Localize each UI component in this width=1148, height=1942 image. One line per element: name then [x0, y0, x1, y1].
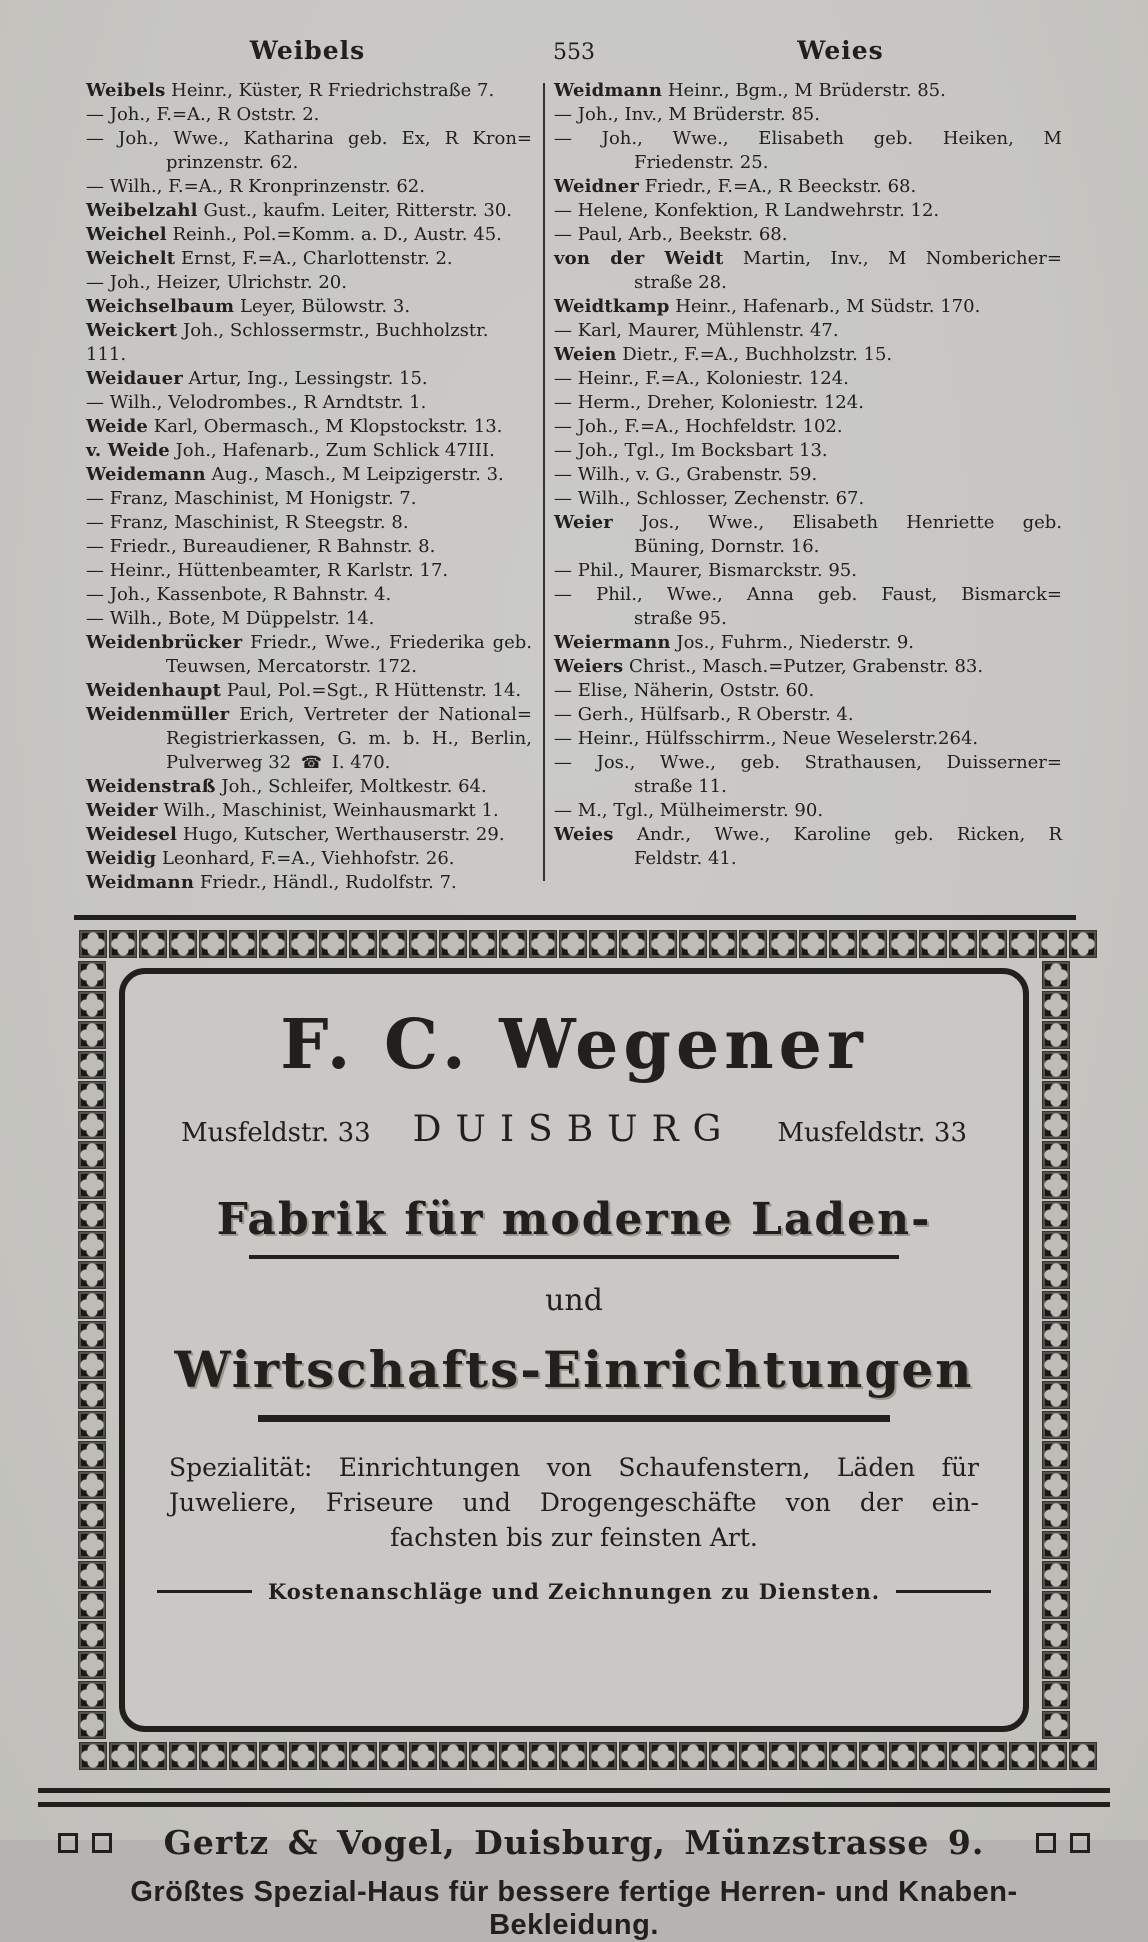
directory-entry-line: Weickert Joh., Schlossermstr., Buchholzstr. 111.	[86, 320, 489, 365]
floral-ornament-icon	[469, 1742, 497, 1770]
ad-specialty-text	[169, 1450, 979, 1555]
ad-top-rule	[74, 915, 1076, 920]
entry-surname: Weichselbaum	[86, 296, 235, 317]
floral-ornament-icon	[289, 930, 317, 958]
square-ornament-icon	[1036, 1833, 1056, 1853]
floral-ornament-icon	[1042, 1531, 1070, 1559]
directory-entry-line: — Wilh., v. G., Grabenstr. 59.	[554, 464, 818, 485]
entry-surname: Weider	[86, 800, 158, 821]
directory-entry-line: Weiers Christ., Masch.=Putzer, Grabenstr. 83.	[554, 656, 984, 677]
floral-ornament-icon	[1039, 930, 1067, 958]
floral-ornament-icon	[78, 1681, 106, 1709]
square-ornament-group	[58, 1833, 112, 1853]
entry-surname: Weidig	[86, 848, 157, 869]
directory-entry-line: — Friedr., Bureaudiener, R Bahnstr. 8.	[86, 536, 436, 557]
ad-inner-frame	[119, 968, 1029, 1732]
floral-ornament-icon	[679, 1742, 707, 1770]
header-guide-word-left: Weibels	[249, 36, 366, 65]
entry-surname: Weidenbrücker	[86, 632, 243, 653]
floral-ornament-icon	[78, 1111, 106, 1139]
directory-entry-line: straße 11.	[634, 776, 727, 797]
ad-conjunction: und	[545, 1282, 603, 1318]
floral-ornament-icon	[919, 1742, 947, 1770]
floral-ornament-icon	[979, 930, 1007, 958]
directory-entry-line: — Phil., Maurer, Bismarckstr. 95.	[554, 560, 857, 581]
floral-ornament-icon	[78, 1441, 106, 1469]
floral-ornament-icon	[1009, 1742, 1037, 1770]
entry-surname: Weibelzahl	[86, 200, 198, 221]
floral-ornament-icon	[889, 930, 917, 958]
directory-entry-line: Weidenhaupt Paul, Pol.=Sgt., R Hüttenstr. 14.	[86, 680, 522, 701]
directory-entry-line: — Wilh., Bote, M Düppelstr. 14.	[86, 608, 375, 629]
floral-ornament-icon	[589, 1742, 617, 1770]
floral-ornament-icon	[109, 930, 137, 958]
right-column	[554, 79, 1062, 895]
ad-company-name: F. C. Wegener	[280, 1005, 868, 1085]
floral-ornament-icon	[979, 1742, 1007, 1770]
floral-ornament-icon	[78, 1291, 106, 1319]
floral-ornament-icon	[78, 1081, 106, 1109]
dash-rule-icon	[896, 1590, 991, 1593]
directory-entry-line: Weidtkamp Heinr., Hafenarb., M Südstr. 170.	[554, 296, 981, 317]
floral-ornament-icon	[709, 1742, 737, 1770]
floral-ornament-icon	[1042, 1441, 1070, 1469]
directory-entry-line: — Helene, Konfektion, R Landwehrstr. 12.	[554, 200, 940, 221]
floral-ornament-icon	[769, 930, 797, 958]
floral-ornament-icon	[559, 1742, 587, 1770]
floral-ornament-icon	[78, 1351, 106, 1379]
phone-icon: ☎	[300, 753, 323, 773]
floral-ornament-icon	[1042, 1471, 1070, 1499]
floral-ornament-icon	[739, 930, 767, 958]
floral-ornament-icon	[439, 1742, 467, 1770]
floral-ornament-icon	[78, 1381, 106, 1409]
ornament-border-left	[78, 960, 106, 1740]
floral-ornament-icon	[919, 930, 947, 958]
ad-specialty-line: Spezialität: Einrichtungen von Schaufenstern, Läden für	[169, 1452, 979, 1482]
directory-entry-line: — Jos., Wwe., geb. Strathausen, Duisserner=	[554, 752, 1062, 773]
column-divider	[543, 83, 545, 881]
directory-entry-line: Weider Wilh., Maschinist, Weinhausmarkt 1.	[86, 800, 499, 821]
floral-ornament-icon	[78, 1261, 106, 1289]
floral-ornament-icon	[379, 930, 407, 958]
left-column	[86, 79, 532, 895]
floral-ornament-icon	[529, 930, 557, 958]
floral-ornament-icon	[78, 1561, 106, 1589]
floral-ornament-icon	[78, 1471, 106, 1499]
directory-entry-line: — Herm., Dreher, Koloniestr. 124.	[554, 392, 864, 413]
square-ornament-icon	[92, 1833, 112, 1853]
floral-ornament-icon	[1042, 1111, 1070, 1139]
ad-address-row	[147, 1109, 1001, 1150]
directory-entry-line: — Joh., Tgl., Im Bocksbart 13.	[554, 440, 828, 461]
directory-entry-line: Weidig Leonhard, F.=A., Viehhofstr. 26.	[86, 848, 455, 869]
entry-surname: Weier	[554, 512, 613, 533]
floral-ornament-icon	[619, 930, 647, 958]
floral-ornament-icon	[169, 1742, 197, 1770]
floral-ornament-icon	[1042, 1501, 1070, 1529]
entry-surname: Weies	[554, 824, 614, 845]
directory-entry-line: — Wilh., Velodrombes., R Arndtstr. 1.	[86, 392, 427, 413]
directory-entry-line: Friedenstr. 25.	[634, 152, 769, 173]
floral-ornament-icon	[1042, 991, 1070, 1019]
floral-ornament-icon	[1042, 1081, 1070, 1109]
floral-ornament-icon	[1042, 1141, 1070, 1169]
directory-entry-line: — Paul, Arb., Beekstr. 68.	[554, 224, 788, 245]
directory-entry-line: — Wilh., F.=A., R Kronprinzenstr. 62.	[86, 176, 425, 197]
floral-ornament-icon	[78, 961, 106, 989]
directory-entry-line: Weiermann Jos., Fuhrm., Niederstr. 9.	[554, 632, 914, 653]
directory-entry-line: von der Weidt Martin, Inv., M Nombericher=	[554, 248, 1062, 269]
entry-surname: Weidenhaupt	[86, 680, 222, 701]
directory-entry-line: — Joh., Inv., M Brüderstr. 85.	[554, 104, 820, 125]
ad-address-right: Musfeldstr. 33	[777, 1117, 967, 1148]
directory-entry-line: prinzenstr. 62.	[166, 152, 299, 173]
floral-ornament-icon	[559, 930, 587, 958]
floral-ornament-icon	[349, 930, 377, 958]
entry-surname: Weichelt	[86, 248, 176, 269]
entry-surname: Weidenstraß	[86, 776, 216, 797]
entry-surname: Weidenmüller	[86, 704, 230, 725]
directory-entry-line: Weibels Heinr., Küster, R Friedrichstraße 7.	[86, 80, 495, 101]
floral-ornament-icon	[1042, 1021, 1070, 1049]
directory-entry-line: Büning, Dornstr. 16.	[634, 536, 820, 557]
footer-rules	[0, 1788, 1148, 1807]
directory-entry-line: Weide Karl, Obermasch., M Klopstockstr. 13.	[86, 416, 503, 437]
directory-entry-line: — Joh., Wwe., Elisabeth geb. Heiken, M	[554, 128, 1062, 149]
floral-ornament-icon	[799, 1742, 827, 1770]
directory-entry-line: Teuwsen, Mercatorstr. 172.	[166, 656, 417, 677]
floral-ornament-icon	[349, 1742, 377, 1770]
floral-ornament-icon	[78, 1201, 106, 1229]
floral-ornament-icon	[1042, 1711, 1070, 1739]
entry-surname: Weiers	[554, 656, 624, 677]
floral-ornament-icon	[1042, 1201, 1070, 1229]
entry-surname: Weidauer	[86, 368, 183, 389]
directory-entry-line: — Karl, Maurer, Mühlenstr. 47.	[554, 320, 839, 341]
floral-ornament-icon	[1042, 1651, 1070, 1679]
floral-ornament-icon	[78, 1711, 106, 1739]
floral-ornament-icon	[289, 1742, 317, 1770]
directory-entry-line: Weichselbaum Leyer, Bülowstr. 3.	[86, 296, 411, 317]
entry-surname: Weidtkamp	[554, 296, 670, 317]
floral-ornament-icon	[1042, 1411, 1070, 1439]
floral-ornament-icon	[319, 1742, 347, 1770]
floral-ornament-icon	[1042, 1171, 1070, 1199]
wegener-ad	[78, 930, 1070, 1770]
floral-ornament-icon	[79, 1742, 107, 1770]
floral-ornament-icon	[529, 1742, 557, 1770]
floral-ornament-icon	[199, 930, 227, 958]
floral-ornament-icon	[139, 930, 167, 958]
floral-ornament-icon	[78, 1171, 106, 1199]
directory-entry-line: Weien Dietr., F.=A., Buchholzstr. 15.	[554, 344, 893, 365]
entry-surname: Weidesel	[86, 824, 178, 845]
page-header	[0, 0, 1148, 65]
floral-ornament-icon	[889, 1742, 917, 1770]
floral-ornament-icon	[469, 930, 497, 958]
directory-entry-line: Weibelzahl Gust., kaufm. Leiter, Ritterstr. 30.	[86, 200, 512, 221]
floral-ornament-icon	[679, 930, 707, 958]
ad-headline-2: Wirtschafts-Einrichtungen	[174, 1339, 974, 1399]
directory-entry-line: — Franz, Maschinist, M Honigstr. 7.	[86, 488, 417, 509]
directory-entry-line: Weidenbrücker Friedr., Wwe., Friederika geb.	[86, 632, 532, 653]
floral-ornament-icon	[78, 1231, 106, 1259]
floral-ornament-icon	[78, 1591, 106, 1619]
footer-company-line: Gertz & Vogel, Duisburg, Münzstrasse 9.	[163, 1823, 985, 1862]
floral-ornament-icon	[649, 930, 677, 958]
floral-ornament-icon	[1042, 1261, 1070, 1289]
entry-surname: Weidmann	[554, 80, 663, 101]
directory-entry-line: Weidauer Artur, Ing., Lessingstr. 15.	[86, 368, 428, 389]
directory-entry-line: Registrierkassen, G. m. b. H., Berlin,	[166, 728, 532, 749]
floral-ornament-icon	[1009, 930, 1037, 958]
entry-surname: von der Weidt	[554, 248, 724, 269]
floral-ornament-icon	[259, 930, 287, 958]
floral-ornament-icon	[829, 930, 857, 958]
ornament-border-right	[1042, 960, 1070, 1740]
square-ornament-group	[1036, 1833, 1090, 1853]
floral-ornament-icon	[78, 1411, 106, 1439]
directory-entry-line: — Joh., F.=A., Hochfeldstr. 102.	[554, 416, 843, 437]
floral-ornament-icon	[499, 930, 527, 958]
ad-footer-note-row	[147, 1579, 1001, 1604]
directory-entry-line: Weidmann Friedr., Händl., Rudolfstr. 7.	[86, 872, 457, 893]
floral-ornament-icon	[829, 1742, 857, 1770]
directory-entry-line: — M., Tgl., Mülheimerstr. 90.	[554, 800, 824, 821]
entry-surname: Weidner	[554, 176, 640, 197]
ad-city: DUISBURG	[412, 1108, 736, 1150]
floral-ornament-icon	[769, 1742, 797, 1770]
floral-ornament-icon	[859, 930, 887, 958]
directory-entry-line: Weidenmüller Erich, Vertreter der National=	[86, 704, 532, 725]
floral-ornament-icon	[229, 930, 257, 958]
ad-footer-note: Kostenanschläge und Zeichnungen zu Diensten.	[267, 1578, 881, 1604]
floral-ornament-icon	[499, 1742, 527, 1770]
floral-ornament-icon	[379, 1742, 407, 1770]
ornament-border-bottom	[78, 1742, 1070, 1770]
square-ornament-icon	[58, 1833, 78, 1853]
floral-ornament-icon	[78, 1621, 106, 1649]
floral-ornament-icon	[1042, 961, 1070, 989]
entry-surname: Weien	[554, 344, 617, 365]
floral-ornament-icon	[1042, 1561, 1070, 1589]
floral-ornament-icon	[169, 930, 197, 958]
directory-entry-line: Weichel Reinh., Pol.=Komm. a. D., Austr. 45.	[86, 224, 502, 245]
floral-ornament-icon	[109, 1742, 137, 1770]
floral-ornament-icon	[319, 930, 347, 958]
entry-surname: Weidmann	[86, 872, 195, 893]
directory-entry-line: — Gerh., Hülfsarb., R Oberstr. 4.	[554, 704, 854, 725]
directory-entry-line: straße 95.	[634, 608, 727, 629]
floral-ornament-icon	[259, 1742, 287, 1770]
floral-ornament-icon	[199, 1742, 227, 1770]
floral-ornament-icon	[78, 1141, 106, 1169]
entry-surname: v. Weide	[86, 440, 170, 461]
floral-ornament-icon	[139, 1742, 167, 1770]
floral-ornament-icon	[1069, 1742, 1097, 1770]
entry-surname: Weibels	[86, 80, 166, 101]
floral-ornament-icon	[649, 1742, 677, 1770]
directory-entry-line: Weier Jos., Wwe., Elisabeth Henriette geb.	[554, 512, 1062, 533]
entry-surname: Weickert	[86, 320, 178, 341]
floral-ornament-icon	[739, 1742, 767, 1770]
header-guide-word-right: Weies	[797, 36, 884, 65]
directory-entry-line: — Heinr., Hülfsschirrm., Neue Weselerstr.264.	[554, 728, 979, 749]
directory-columns	[0, 79, 1148, 895]
floral-ornament-icon	[1042, 1231, 1070, 1259]
entry-surname: Weide	[86, 416, 149, 437]
floral-ornament-icon	[1042, 1681, 1070, 1709]
floral-ornament-icon	[78, 1051, 106, 1079]
ad-rule-1	[249, 1255, 898, 1259]
floral-ornament-icon	[78, 1531, 106, 1559]
floral-ornament-icon	[949, 930, 977, 958]
directory-entry-line: — Joh., Heizer, Ulrichstr. 20.	[86, 272, 347, 293]
floral-ornament-icon	[409, 930, 437, 958]
ad-address-left: Musfeldstr. 33	[181, 1117, 371, 1148]
floral-ornament-icon	[1042, 1051, 1070, 1079]
directory-entry-line: — Joh., Kassenbote, R Bahnstr. 4.	[86, 584, 392, 605]
floral-ornament-icon	[1042, 1291, 1070, 1319]
floral-ornament-icon	[229, 1742, 257, 1770]
directory-entry-line: Weies Andr., Wwe., Karoline geb. Ricken, R	[554, 824, 1062, 845]
floral-ornament-icon	[949, 1742, 977, 1770]
ornament-border-top	[78, 930, 1070, 958]
directory-entry-line: v. Weide Joh., Hafenarb., Zum Schlick 47III.	[86, 440, 495, 461]
floral-ornament-icon	[799, 930, 827, 958]
floral-ornament-icon	[1042, 1381, 1070, 1409]
footer-rule	[38, 1802, 1110, 1807]
directory-entry-line: Weidmann Heinr., Bgm., M Brüderstr. 85.	[554, 80, 946, 101]
directory-entry-line: Feldstr. 41.	[634, 848, 737, 869]
square-ornament-icon	[1070, 1833, 1090, 1853]
gertz-vogel-ad	[58, 1823, 1090, 1862]
floral-ornament-icon	[78, 1321, 106, 1349]
directory-entry-line: — Joh., F.=A., R Oststr. 2.	[86, 104, 320, 125]
floral-ornament-icon	[1042, 1351, 1070, 1379]
floral-ornament-icon	[439, 930, 467, 958]
ad-middle	[78, 960, 1070, 1740]
floral-ornament-icon	[79, 930, 107, 958]
floral-ornament-icon	[1069, 930, 1097, 958]
directory-entry-line: — Wilh., Schlosser, Zechenstr. 67.	[554, 488, 865, 509]
floral-ornament-icon	[78, 991, 106, 1019]
directory-entry-line: — Heinr., F.=A., Koloniestr. 124.	[554, 368, 849, 389]
page-number: 553	[553, 40, 595, 65]
ad-rule-2	[258, 1413, 890, 1422]
floral-ornament-icon	[589, 930, 617, 958]
directory-entry-line: — Franz, Maschinist, R Steegstr. 8.	[86, 512, 409, 533]
entry-surname: Weiermann	[554, 632, 671, 653]
floral-ornament-icon	[409, 1742, 437, 1770]
directory-entry-line: — Phil., Wwe., Anna geb. Faust, Bismarck=	[554, 584, 1062, 605]
entry-surname: Weidemann	[86, 464, 206, 485]
directory-entry-line: — Heinr., Hüttenbeamter, R Karlstr. 17.	[86, 560, 449, 581]
floral-ornament-icon	[1042, 1621, 1070, 1649]
floral-ornament-icon	[1039, 1742, 1067, 1770]
directory-entry-line: Pulverweg 32 ☎ I. 470.	[166, 752, 391, 773]
directory-entry-line: Weidenstraß Joh., Schleifer, Moltkestr. 64.	[86, 776, 487, 797]
floral-ornament-icon	[709, 930, 737, 958]
floral-ornament-icon	[78, 1021, 106, 1049]
directory-entry-line: Weidemann Aug., Masch., M Leipzigerstr. 3.	[86, 464, 504, 485]
entry-surname: Weichel	[86, 224, 167, 245]
ad-headline-1: Fabrik für moderne Laden-	[216, 1193, 932, 1245]
floral-ornament-icon	[1042, 1321, 1070, 1349]
ad-specialty-line: Juweliere, Friseure und Drogengeschäfte von der ein-	[169, 1487, 979, 1517]
floral-ornament-icon	[1042, 1591, 1070, 1619]
floral-ornament-icon	[78, 1651, 106, 1679]
floral-ornament-icon	[859, 1742, 887, 1770]
ad-specialty-line: fachsten bis zur feinsten Art.	[390, 1522, 758, 1552]
directory-entry-line: Weidesel Hugo, Kutscher, Werthauserstr. 29.	[86, 824, 505, 845]
directory-entry-line: Weichelt Ernst, F.=A., Charlottenstr. 2.	[86, 248, 453, 269]
footer-subline: Größtes Spezial-Haus für bessere fertige Herren- und Knaben-Bekleidung.	[130, 1876, 1018, 1941]
directory-entry-line: — Elise, Näherin, Oststr. 60.	[554, 680, 815, 701]
floral-ornament-icon	[619, 1742, 647, 1770]
directory-entry-line: — Joh., Wwe., Katharina geb. Ex, R Kron=	[86, 128, 532, 149]
directory-entry-line: Weidner Friedr., F.=A., R Beeckstr. 68.	[554, 176, 917, 197]
directory-entry-line: straße 28.	[634, 272, 727, 293]
dash-rule-icon	[157, 1590, 252, 1593]
floral-ornament-icon	[78, 1501, 106, 1529]
footer-rule	[38, 1788, 1110, 1793]
